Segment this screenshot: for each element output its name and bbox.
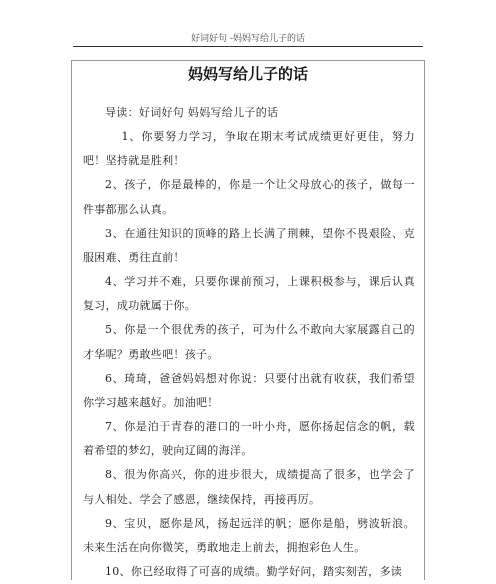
document-title: 妈妈写给儿子的话 <box>187 65 308 83</box>
paragraph-5: 5、你是一个很优秀的孩子，可为什么不敢向大家展露自己的才华呢？勇敢些吧！孩子。 <box>83 323 415 361</box>
paragraph-10: 10、你已经取得了可喜的成绩。勤学好问，踏实刻苦，多读 <box>105 564 403 578</box>
paragraph-6: 6、琦琦，爸爸妈妈想对你说：只要付出就有收获，我们希望你学习越来越好。加油吧！ <box>83 371 415 409</box>
paragraph-2: 2、孩子，你是最棒的，你是一个让父母放心的孩子，做每一件事都那么认真。 <box>83 178 415 216</box>
paragraph-4: 4、学习并不难，只要你课前预习，上课积极参与，课后认真复习，成功就属于你。 <box>83 275 415 313</box>
running-header: 好词好句 -妈妈写给儿子的话 <box>191 34 305 44</box>
paragraph-9: 9、宝贝，愿你是风，扬起远洋的帆；愿你是船，劈波斩浪。未来生活在向你微笑，勇敢地走上前去，拥抱彩色人生。 <box>83 516 415 554</box>
paragraph-8: 8、很为你高兴，你的进步很大，成绩提高了很多，也学会了与人相处、学会了感恩，继续保持，再接再厉。 <box>83 468 415 506</box>
intro-paragraph: 导读：好词好句 妈妈写给儿子的话 <box>105 106 279 119</box>
paragraph-7: 7、你是泊于青春的港口的一叶小舟，愿你扬起信念的帆，载着希望的梦幻，驶向辽阔的海洋。 <box>83 420 415 458</box>
header-rule <box>73 46 423 47</box>
paragraph-1: 1、你要努力学习，争取在期末考试成绩更好更佳，努力吧！坚持就是胜利！ <box>83 130 415 168</box>
paragraph-3: 3、在通往知识的顶峰的路上长满了荆棘，望你不畏艰险、克服困难、勇往直前！ <box>83 226 415 264</box>
document-body <box>83 101 415 584</box>
